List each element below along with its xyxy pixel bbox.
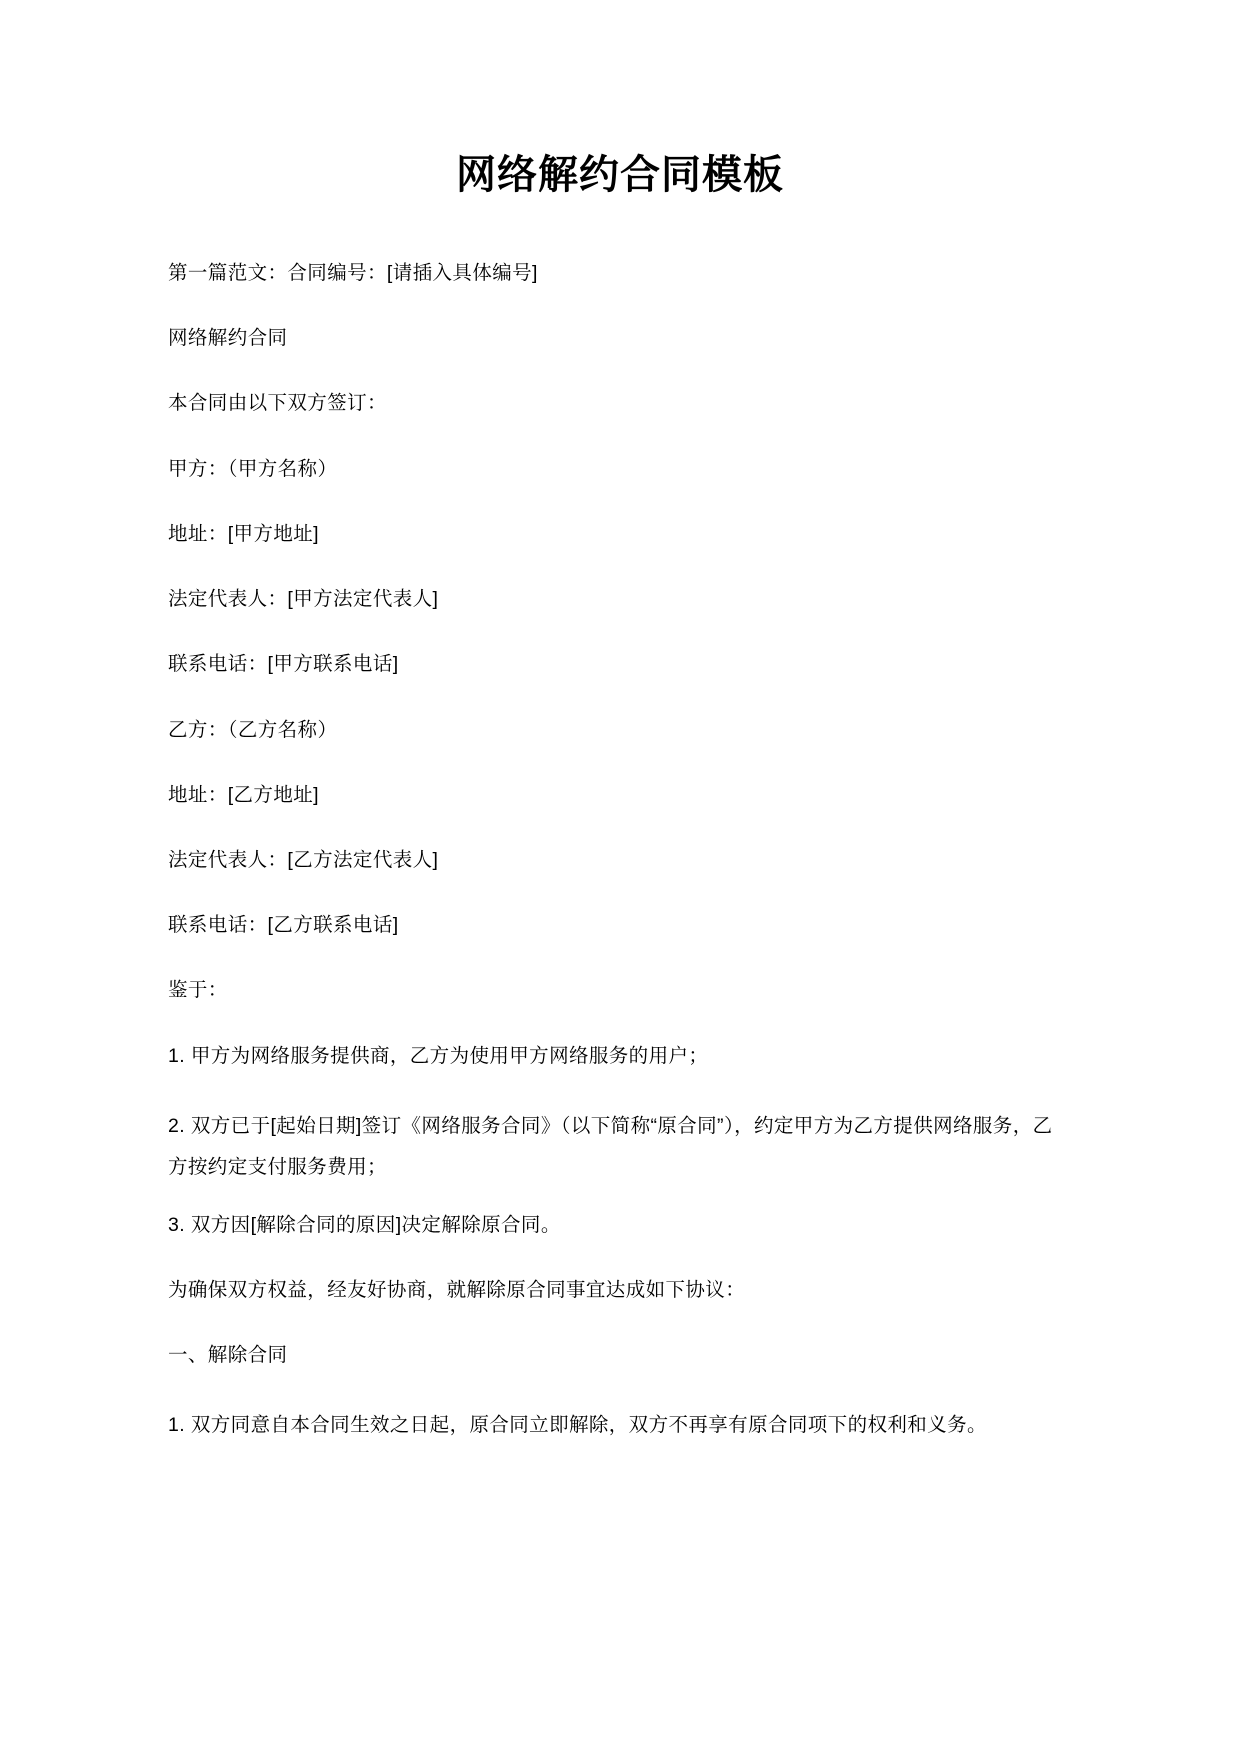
paragraph: 第一篇范文：合同编号：[请插入具体编号] — [168, 262, 538, 284]
paragraph: 地址：[甲方地址] — [168, 522, 319, 545]
paragraph: 1. 甲方为网络服务提供商，乙方为使用甲方网络服务的用户； — [168, 1044, 709, 1067]
paragraph: 1. 双方同意自本合同生效之日起，原合同立即解除，双方不再享有原合同项下的权利和义务。 — [168, 1414, 987, 1437]
paragraph: 甲方：（甲方名称） — [168, 457, 338, 480]
paragraph: 联系电话：[乙方联系电话] — [168, 914, 399, 937]
paragraph: 乙方：（乙方名称） — [168, 718, 338, 741]
paragraph: 网络解约合同 — [168, 327, 288, 350]
paragraph: 联系电话：[甲方联系电话] — [168, 653, 399, 676]
paragraph: 为确保双方权益，经友好协商，就解除原合同事宜达成如下协议： — [168, 1278, 746, 1301]
paragraph: 3. 双方因[解除合同的原因]决定解除原合同。 — [168, 1213, 561, 1236]
paragraph: 本合同由以下双方签订： — [168, 392, 387, 415]
paragraph: 一、解除合同 — [168, 1344, 288, 1367]
paragraph: 2. 双方已于[起始日期]签订《网络服务合同》（以下简称“原合同”），约定甲方为乙方提供网络服务，乙方按约定支付服务费用； — [168, 1114, 1053, 1178]
page-title: 网络解约合同模板 — [456, 153, 784, 197]
paragraph: 法定代表人：[乙方法定代表人] — [168, 848, 439, 871]
paragraph: 地址：[乙方地址] — [168, 783, 319, 806]
document-body — [168, 258, 1072, 1446]
paragraph: 鉴于： — [168, 979, 228, 1002]
paragraph: 法定代表人：[甲方法定代表人] — [168, 588, 439, 611]
